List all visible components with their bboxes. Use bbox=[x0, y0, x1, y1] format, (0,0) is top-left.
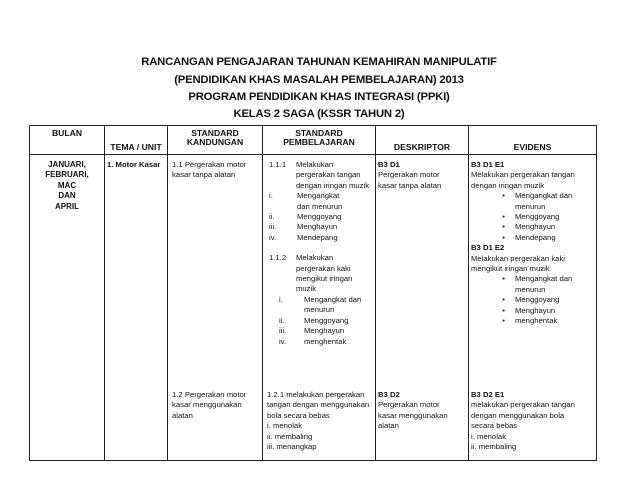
sp-subitem-num: ii. bbox=[279, 315, 285, 325]
sp-line: muzik bbox=[296, 284, 317, 294]
sp-line: pergerakan tangan bbox=[296, 170, 361, 180]
evid-line: dengan iringan muzik bbox=[471, 180, 545, 190]
sp-subitem bbox=[263, 337, 375, 347]
evid-line: secara bebas bbox=[471, 421, 518, 431]
sp-subitem bbox=[263, 191, 375, 212]
evid-line: ii. membaling bbox=[471, 442, 517, 452]
sp-1-2-1 bbox=[263, 390, 369, 452]
sp-subitem bbox=[263, 233, 375, 243]
evid-bullet-item bbox=[471, 212, 594, 222]
sp-line: 1.2.1 melakukan pergerakan bbox=[267, 390, 365, 399]
sp-line: mengikut iringan bbox=[296, 274, 353, 284]
sp-subitem-text: menurun bbox=[304, 305, 335, 315]
sp-1-1-1: 1.1.1 Melakukan pergerakan tangan dengan iringan muzik i. Mengangkat dan menurun ii. Menggoyang iii. Menghayun iv. Mendepang bbox=[263, 155, 375, 243]
evid-bullet-item bbox=[471, 274, 594, 295]
sp-subitem-text: Mendepang bbox=[297, 232, 338, 242]
desk-line: alatan bbox=[378, 421, 399, 431]
sp-subitem-num: ii. bbox=[269, 212, 275, 222]
bulan-line: MAC bbox=[57, 180, 77, 190]
evid-code-e2: B3 D1 E2 bbox=[471, 243, 505, 253]
header-deskriptor: DESKRIPTOR bbox=[376, 126, 469, 155]
evid-bullet-item bbox=[471, 295, 594, 305]
sp-subitem-text: Menggoyang bbox=[297, 212, 342, 222]
desk-line: kasar tanpa alatan bbox=[378, 180, 442, 190]
desk-line: Pergerakan motor bbox=[378, 400, 440, 410]
bulan-line: JANUARI, bbox=[48, 160, 86, 169]
bulan-line: DAN bbox=[58, 191, 76, 201]
evid-bullet-text: Mengangkat dan bbox=[515, 274, 573, 284]
evid-bullet-item bbox=[471, 233, 594, 243]
doc-title-line3: PROGRAM PENDIDIKAN KHAS INTEGRASI (PPKI) bbox=[188, 91, 450, 103]
sp-subitem-num: iv. bbox=[269, 232, 277, 242]
sp-line: iii. menangkap bbox=[267, 442, 317, 452]
sp-subitem-num: iii. bbox=[279, 326, 287, 336]
sp-line: dengan iringan muzik bbox=[296, 180, 370, 190]
evid-code-e1: B3 D1 E1 bbox=[471, 160, 505, 169]
evid-code-e3: B3 D2 E1 bbox=[471, 390, 505, 399]
doc-title-line1: RANCANGAN PENGAJARAN TAHUNAN KEMAHIRAN MANIPULATIF bbox=[141, 56, 497, 68]
desk-line: Pergerakan motor bbox=[378, 170, 440, 180]
bullet-icon: • bbox=[502, 316, 505, 326]
sp-subitem bbox=[263, 222, 375, 232]
desk-code-a: B3 D1 bbox=[378, 160, 400, 169]
evid-line: Melakukan pergerakan kaki bbox=[471, 253, 566, 263]
desk-text-b bbox=[378, 400, 448, 431]
sp-subitem-num: iii. bbox=[269, 222, 277, 232]
header-row bbox=[30, 126, 597, 155]
sp-subitem-num: iv. bbox=[279, 336, 287, 346]
bullet-icon: • bbox=[502, 305, 505, 315]
sp-subitem-num: i. bbox=[269, 191, 273, 201]
desk-code-b: B3 D2 bbox=[378, 390, 400, 399]
sp-subitem-num: i. bbox=[279, 294, 283, 304]
desk-line: kasar menggunakan bbox=[378, 410, 448, 420]
evid-bullet-text: menghentak bbox=[515, 316, 558, 326]
tema-text: 1. Motor Kasar bbox=[107, 160, 161, 169]
evid-bullet-item bbox=[471, 316, 594, 326]
table-row bbox=[30, 155, 597, 461]
sk-line: kasar tanpa alatan bbox=[172, 170, 236, 180]
evid-line: melakukan pergerakan tangan bbox=[471, 400, 575, 410]
header-bulan: BULAN bbox=[30, 126, 105, 155]
doc-title-line2: (PENDIDIKAN KHAS MASALAH PEMBELAJARAN) 2013 bbox=[174, 74, 464, 86]
standard-pembelajaran-cell bbox=[263, 155, 376, 461]
sk-line: 1.1 Pergerakan motor bbox=[172, 160, 247, 169]
sp-subitem bbox=[263, 326, 375, 336]
evid-bullet-text: menurun bbox=[515, 201, 546, 211]
sp-line: tangan dengan menggunakan bbox=[267, 400, 370, 410]
evid-bullet-text: Mengangkat dan bbox=[515, 191, 573, 201]
evid-line: i. menolak bbox=[471, 431, 507, 441]
bullet-icon: • bbox=[502, 222, 505, 232]
evid-bullet-item bbox=[471, 191, 594, 212]
sp-line: pergerakan kaki bbox=[296, 263, 351, 273]
sp-subitem-text: dan menurun bbox=[297, 201, 343, 211]
evid-bullet-text: Menggoyang bbox=[515, 212, 560, 222]
sk-line: alatan bbox=[172, 410, 193, 420]
sk-line: kasar menggunakan bbox=[172, 400, 242, 410]
sp-subitem-text: menghentak bbox=[304, 336, 347, 346]
evid-bullet-text: Menghayun bbox=[515, 222, 556, 232]
desk-text-a bbox=[378, 170, 466, 191]
header-standard-kandungan: STANDARD KANDUNGAN bbox=[168, 126, 263, 155]
evid-bullet-text: Menghayun bbox=[515, 305, 556, 315]
bulan-cell bbox=[30, 155, 105, 461]
standard-kandungan-cell bbox=[168, 155, 263, 461]
sp-subitem bbox=[263, 316, 375, 326]
bullet-icon: • bbox=[502, 232, 505, 242]
evid-bullet-text: menurun bbox=[515, 284, 546, 294]
evid-line: dengan menggunakan bola bbox=[471, 410, 565, 420]
deskriptor-cell bbox=[376, 155, 469, 461]
sp-line: Melakukan bbox=[296, 160, 334, 169]
sp-line: Melakukan bbox=[296, 253, 334, 263]
bullet-icon: • bbox=[502, 212, 505, 222]
sp-subitem-text: Menghayun bbox=[304, 326, 345, 336]
bulan-line: APRIL bbox=[55, 201, 79, 211]
sp-line: bola secara bebas bbox=[267, 410, 330, 420]
evid-line: mengikut iringan muzik bbox=[471, 264, 550, 274]
bullet-icon: • bbox=[502, 295, 505, 305]
sk-1-1 bbox=[168, 155, 262, 181]
sp-subitem bbox=[263, 212, 375, 222]
sp-line: ii. membaling bbox=[267, 431, 313, 441]
rpt-table bbox=[29, 125, 597, 461]
evid-bullet-text: Menggoyang bbox=[515, 295, 560, 305]
tema-cell bbox=[105, 155, 168, 461]
header-standard-pembelajaran: STANDARD PEMBELAJARAN bbox=[263, 126, 376, 155]
bulan-line: FEBRUARI, bbox=[45, 170, 89, 180]
evid-bullet-item bbox=[471, 306, 594, 316]
sp-subitem-text: Menghayun bbox=[297, 222, 338, 232]
header-tema: TEMA / UNIT bbox=[105, 126, 168, 155]
doc-title-line4: KELAS 2 SAGA (KSSR TAHUN 2) bbox=[233, 108, 405, 120]
sp-subitem bbox=[263, 295, 375, 316]
bullet-icon: • bbox=[502, 191, 505, 201]
sk-1-2 bbox=[168, 390, 248, 421]
evid-bullet-item bbox=[471, 222, 594, 232]
sp-1-1-2: 1.1.2 Melakukan pergerakan kaki mengikut iringan muzik i. Mengangkat dan menurun ii. Menggoyang iii. Menghayun iv. menghentak bbox=[263, 243, 375, 347]
evid-line: Melakukan pergerakan tangan bbox=[471, 170, 575, 180]
evidens-cell bbox=[469, 155, 597, 461]
bullet-icon: • bbox=[502, 274, 505, 284]
evid-bullet-text: Mendepang bbox=[515, 232, 556, 242]
sp-subitem-text: Menggoyang bbox=[304, 315, 349, 325]
sk-line: 1.2 Pergerakan motor bbox=[172, 390, 247, 399]
sp-subitem-text: Mengangkat dan bbox=[304, 294, 362, 304]
header-evidens: EVIDENS bbox=[469, 126, 597, 155]
sp-subitem-text: Mengangkat bbox=[297, 191, 340, 201]
sp-line: i. menolak bbox=[267, 421, 303, 431]
